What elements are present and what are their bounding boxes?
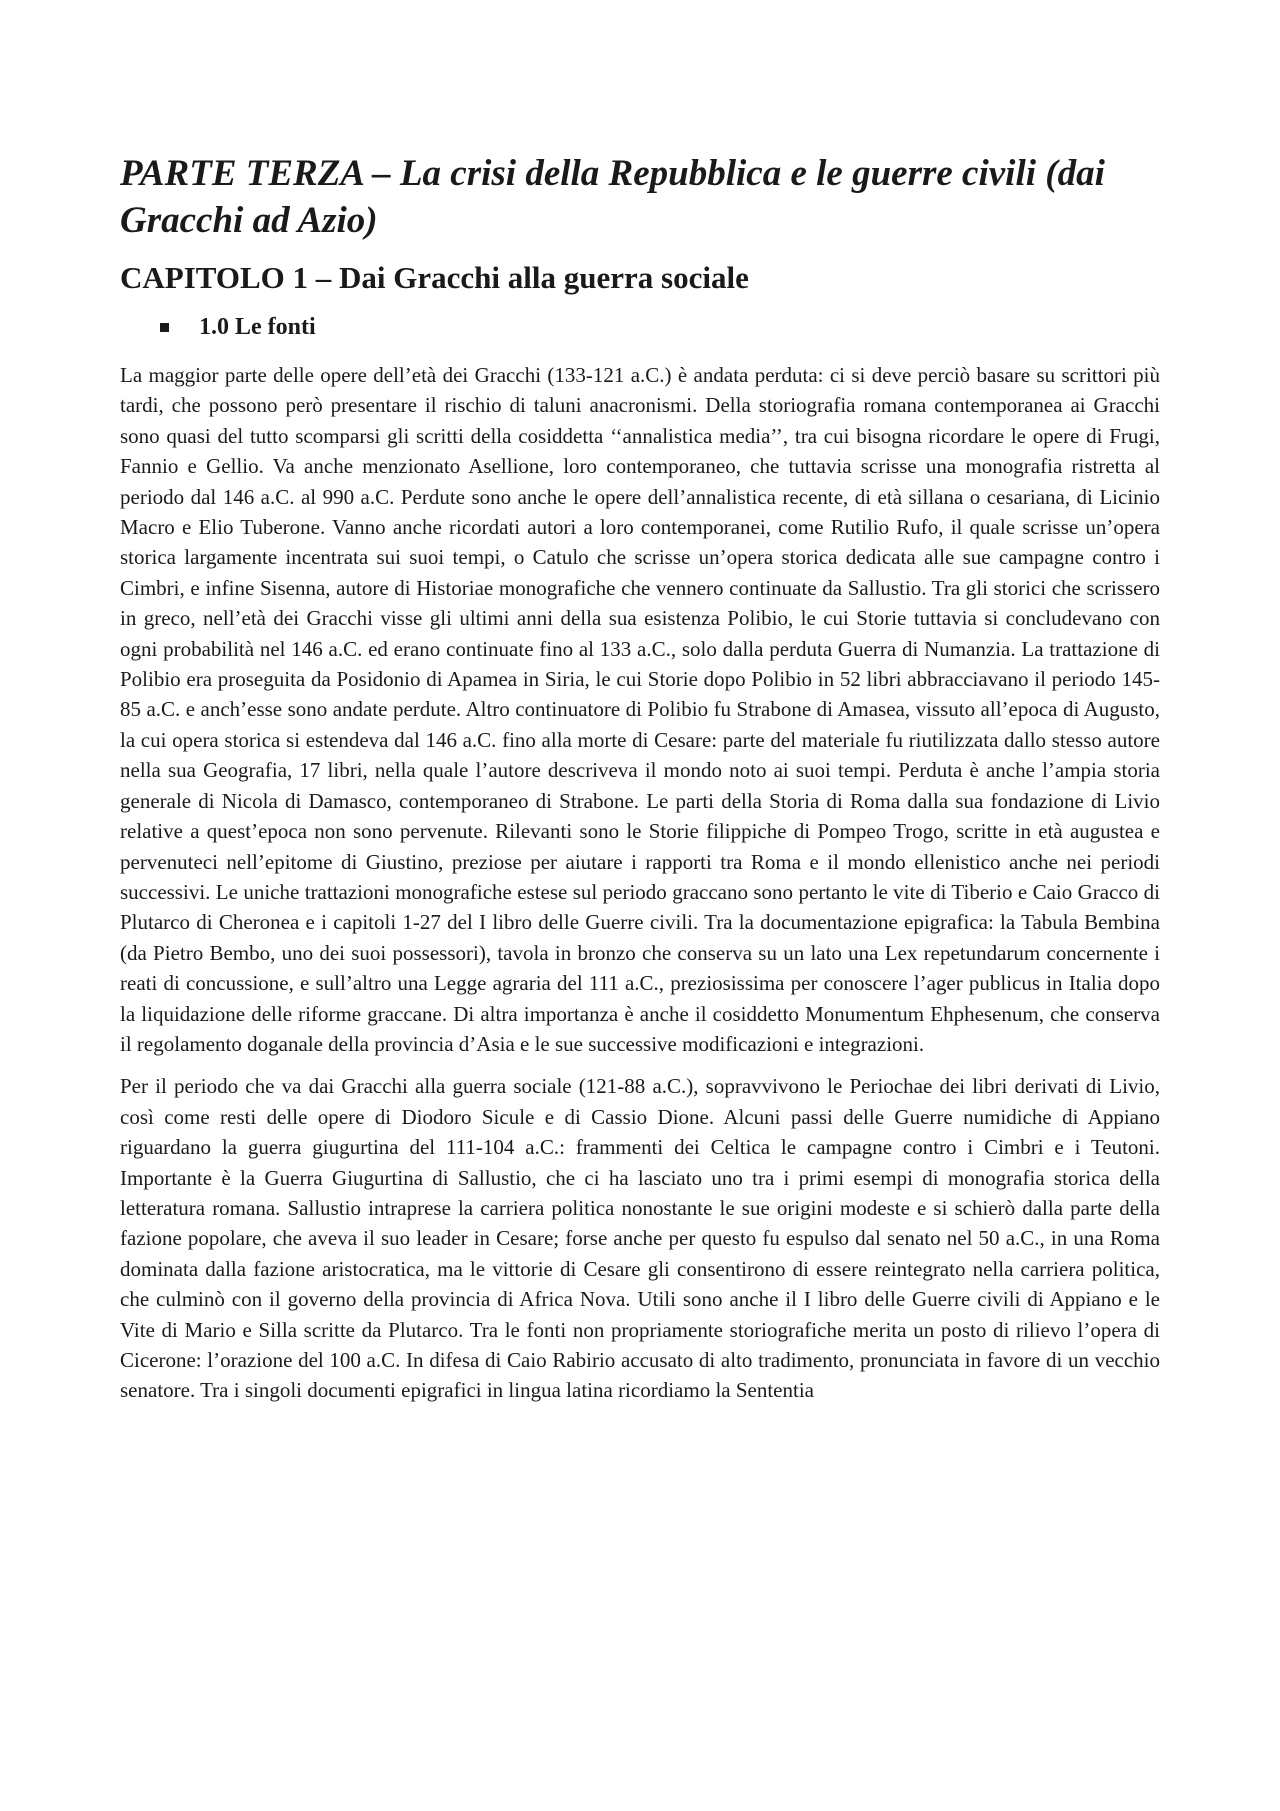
chapter-title: CAPITOLO 1 – Dai Gracchi alla guerra sociale xyxy=(120,260,749,295)
section-heading xyxy=(120,310,1160,344)
document-page xyxy=(120,150,1160,1418)
section-title: 1.0 Le fonti xyxy=(199,314,316,340)
paragraph-sources-gracchi: La maggior parte delle opere dell’età dei Gracchi (133-121 a.C.) è andata perduta: ci si deve perciò basare su scrittori più tardi, che possono però presentare il rischio di taluni anacronismi. Della storiografia romana contemporanea ai Gracchi sono quasi del tutto scomparsi gli scritti della cosiddetta ‘‘annalistica media’’, tra cui bisogna ricordare le opere di Frugi, Fannio e Gellio. Va anche menzionato Asellione, loro contemporaneo, che tuttavia scrisse una monografia ristretta al periodo dal 146 a.C. al 990 a.C. Perdute sono anche le opere dell’annalistica recente, di età sillana o cesariana, di Licinio Macro e Elio Tuberone. Vanno anche ricordati autori a loro contemporanei, come Rutilio Rufo, il quale scrisse un’opera storica largamente incentrata sui suoi tempi, o Catulo che scrisse un’opera storica dedicata alle sue campagne contro i Cimbri, e infine Sisenna, autore di Historiae monografiche che vennero continuate da Sallustio. Tra gli storici che scrissero in greco, nell’età dei Gracchi visse gli ultimi anni della sua esistenza Polibio, le cui Storie tuttavia si concludevano con ogni probabilità nel 146 a.C. ed erano continuate fino al 133 a.C., solo dalla perduta Guerra di Numanzia. La trattazione di Polibio era proseguita da Posidonio di Apamea in Siria, le cui Storie dopo Polibio in 52 libri abbracciavano il periodo 145-85 a.C. e anch’esse sono andate perdute. Altro continuatore di Polibio fu Strabone di Amasea, vissuto all’epoca di Augusto, la cui opera storica si estendeva dal 146 a.C. fino alla morte di Cesare: parte del materiale fu riutilizzata dallo stesso autore nella sua Geografia, 17 libri, nella quale l’autore descriveva il mondo noto ai suoi tempi. Perduta è anche l’ampia storia generale di Nicola di Damasco, contemporaneo di Strabone. Le parti della Storia di Roma dalla sua fondazione di Livio relative a quest’epoca non sono pervenute. Rilevanti sono le Storie filippiche di Pompeo Trogo, scritte in età augustea e pervenuteci nell’epitome di Giustino, preziose per aiutare i rapporti tra Roma e il mondo ellenistico anche nei periodi successivi. Le uniche trattazioni monografiche estese sul periodo graccano sono pertanto le vite di Tiberio e Caio Gracco di Plutarco di Cheronea e i capitoli 1-27 del I libro delle Guerre civili. Tra la documentazione epigrafica: la Tabula Bembina (da Pietro Bembo, uno dei suoi possessori), tavola in bronzo che conserva su un lato una Lex repetundarum concernente i reati di concussione, e sull’altro una Legge agraria del 111 a.C., preziosissima per conoscere l’ager publicus in Italia dopo la liquidazione delle riforme graccane. Di altra importanza è anche il cosiddetto Monumentum Ehphesenum, che conserva il regolamento doganale della provincia d’Asia e le sue successive modificazioni e integrazioni. xyxy=(120,363,1160,1056)
square-bullet-icon xyxy=(160,323,169,332)
part-title: PARTE TERZA – La crisi della Repubblica e le guerre civili (dai Gracchi ad Azio) xyxy=(120,153,1105,241)
paragraph-sources-social-war: Per il periodo che va dai Gracchi alla guerra sociale (121-88 a.C.), sopravvivono le Periochae dei libri derivati di Livio, così come resti delle opere di Diodoro Sicule e di Cassio Dione. Alcuni passi delle Guerre numidiche di Appiano riguardano la guerra giugurtina del 111-104 a.C.: frammenti dei Celtica le campagne contro i Cimbri e i Teutoni. Importante è la Guerra Giugurtina di Sallustio, che ci ha lasciato uno tra i primi esempi di monografia storica della letteratura romana. Sallustio intraprese la carriera politica nonostante le sue origini modeste e si schierò dalla parte della fazione popolare, che aveva il suo leader in Cesare; forse anche per questo fu espulso dal senato nel 50 a.C., in una Roma dominata dalla fazione aristocratica, ma le vittorie di Cesare gli consentirono di essere reintegrato nella carriera politica, che culminò con il governo della provincia di Africa Nova. Utili sono anche il I libro delle Guerre civili di Appiano e le Vite di Mario e Silla scritte da Plutarco. Tra le fonti non propriamente storiografiche merita un posto di rilievo l’opera di Cicerone: l’orazione del 100 a.C. In difesa di Caio Rabirio accusato di alto tradimento, pronunciata in favore di un vecchio senatore. Tra i singoli documenti epigrafici in lingua latina ricordiamo la Sententia xyxy=(120,1074,1160,1403)
